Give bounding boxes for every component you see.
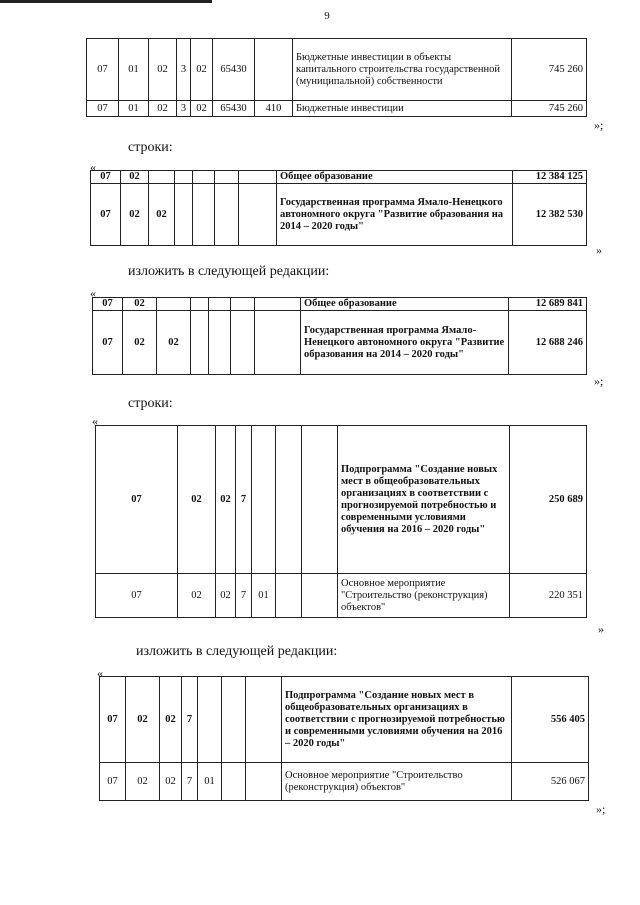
- code-cell: 02: [149, 101, 177, 117]
- code-cell: [302, 574, 338, 618]
- code-cell: 02: [191, 101, 213, 117]
- code-cell: 01: [198, 763, 222, 801]
- code-cell: 02: [126, 677, 160, 763]
- sum-cell: 745 260: [512, 39, 587, 101]
- code-cell: 7: [236, 574, 252, 618]
- code-cell: [222, 763, 246, 801]
- new-edition-label: изложить в следующей редакции:: [128, 264, 330, 279]
- table-row: [93, 311, 587, 375]
- table-row: [93, 298, 587, 311]
- name-cell: Подпрограмма "Создание новых мест в общеобразовательных организациях в соответствии с прогнозируемой потребностью и современными условиями обучения на 2016 – 2020 годы": [282, 677, 512, 763]
- table-row: [91, 171, 587, 184]
- code-cell: [276, 574, 302, 618]
- name-cell: Основное мероприятие "Строительство (реконструкция) объектов": [338, 574, 510, 618]
- table-row: [96, 574, 587, 618]
- code-cell: [239, 184, 277, 246]
- code-cell: 65430: [213, 101, 255, 117]
- code-cell: 7: [182, 677, 198, 763]
- code-cell: 02: [178, 426, 216, 574]
- sum-cell: 250 689: [510, 426, 587, 574]
- code-cell: [209, 311, 231, 375]
- code-cell: [193, 171, 215, 184]
- table-row: [100, 677, 589, 763]
- code-cell: 7: [236, 426, 252, 574]
- closing-quote: »: [598, 622, 604, 636]
- code-cell: [191, 311, 209, 375]
- name-cell: Основное мероприятие "Строительство (реконструкция) объектов": [282, 763, 512, 801]
- code-cell: 02: [178, 574, 216, 618]
- name-cell: Государственная программа Ямало-Ненецкого автономного округа "Развитие образования на 2014 – 2020 годы": [301, 311, 509, 375]
- code-cell: [175, 184, 193, 246]
- table-row: [87, 39, 587, 101]
- page-number: 9: [324, 10, 330, 22]
- table-row: [100, 763, 589, 801]
- code-cell: 02: [121, 184, 149, 246]
- budget-table-1: [86, 38, 587, 117]
- sum-cell: 220 351: [510, 574, 587, 618]
- table-row: [96, 426, 587, 574]
- opening-quote: «: [92, 414, 98, 428]
- budget-table-5: [99, 676, 589, 801]
- budget-table-3: [92, 297, 587, 375]
- code-cell: 3: [177, 101, 191, 117]
- code-cell: [231, 311, 255, 375]
- code-cell: [255, 39, 293, 101]
- name-cell: Общее образование: [277, 171, 513, 184]
- budget-table-4: [95, 425, 587, 618]
- code-cell: 07: [87, 101, 119, 117]
- opening-quote: «: [90, 160, 96, 174]
- code-cell: [191, 298, 209, 311]
- code-cell: [276, 426, 302, 574]
- code-cell: [302, 426, 338, 574]
- code-cell: 02: [216, 574, 236, 618]
- sum-cell: 745 260: [512, 101, 587, 117]
- opening-quote: «: [97, 666, 103, 680]
- code-cell: 02: [191, 39, 213, 101]
- code-cell: [246, 677, 282, 763]
- closing-quote: »;: [594, 118, 604, 132]
- code-cell: [255, 298, 301, 311]
- name-cell: Государственная программа Ямало-Ненецкого автономного округа "Развитие образования на 2014 – 2020 годы": [277, 184, 513, 246]
- name-cell: Бюджетные инвестиции в объекты капитального строительства государственной (муниципальной) собственности: [293, 39, 512, 101]
- code-cell: [209, 298, 231, 311]
- code-cell: 02: [160, 763, 182, 801]
- code-cell: 01: [252, 574, 276, 618]
- sum-cell: 526 067: [512, 763, 589, 801]
- code-cell: [231, 298, 255, 311]
- code-cell: [252, 426, 276, 574]
- code-cell: [215, 171, 239, 184]
- code-cell: 07: [100, 763, 126, 801]
- code-cell: 01: [119, 39, 149, 101]
- code-cell: 02: [121, 171, 149, 184]
- code-cell: [175, 171, 193, 184]
- code-cell: 02: [126, 763, 160, 801]
- opening-quote: «: [90, 286, 96, 300]
- lines-label: строки:: [128, 396, 173, 411]
- code-cell: 65430: [213, 39, 255, 101]
- budget-table-2: [90, 170, 587, 246]
- code-cell: [193, 184, 215, 246]
- lines-label: строки:: [128, 140, 173, 155]
- sum-cell: 12 382 530: [513, 184, 587, 246]
- sum-cell: 12 689 841: [509, 298, 587, 311]
- code-cell: [239, 171, 277, 184]
- code-cell: [215, 184, 239, 246]
- code-cell: 410: [255, 101, 293, 117]
- table-row: [87, 101, 587, 117]
- code-cell: 3: [177, 39, 191, 101]
- code-cell: [255, 311, 301, 375]
- code-cell: [157, 298, 191, 311]
- code-cell: 07: [93, 311, 123, 375]
- closing-quote: »: [596, 243, 602, 257]
- code-cell: 02: [123, 298, 157, 311]
- code-cell: 07: [91, 171, 121, 184]
- new-edition-label: изложить в следующей редакции:: [136, 644, 338, 659]
- closing-quote: »;: [594, 374, 604, 388]
- code-cell: 07: [96, 574, 178, 618]
- code-cell: [222, 677, 246, 763]
- code-cell: 07: [96, 426, 178, 574]
- code-cell: [246, 763, 282, 801]
- code-cell: 02: [157, 311, 191, 375]
- code-cell: 7: [182, 763, 198, 801]
- sum-cell: 12 688 246: [509, 311, 587, 375]
- code-cell: 07: [100, 677, 126, 763]
- code-cell: 07: [93, 298, 123, 311]
- code-cell: 07: [87, 39, 119, 101]
- sum-cell: 12 384 125: [513, 171, 587, 184]
- name-cell: Бюджетные инвестиции: [293, 101, 512, 117]
- code-cell: [198, 677, 222, 763]
- code-cell: 02: [149, 39, 177, 101]
- code-cell: [149, 171, 175, 184]
- code-cell: 02: [123, 311, 157, 375]
- top-rule: [0, 0, 212, 3]
- sum-cell: 556 405: [512, 677, 589, 763]
- table-row: [91, 184, 587, 246]
- closing-quote: »;: [596, 802, 606, 816]
- code-cell: 02: [216, 426, 236, 574]
- name-cell: Общее образование: [301, 298, 509, 311]
- code-cell: 02: [149, 184, 175, 246]
- code-cell: 01: [119, 101, 149, 117]
- name-cell: Подпрограмма "Создание новых мест в общеобразовательных организациях в соответствии с прогнозируемой потребностью и современными условиями обучения на 2016 – 2020 годы": [338, 426, 510, 574]
- code-cell: 02: [160, 677, 182, 763]
- code-cell: 07: [91, 184, 121, 246]
